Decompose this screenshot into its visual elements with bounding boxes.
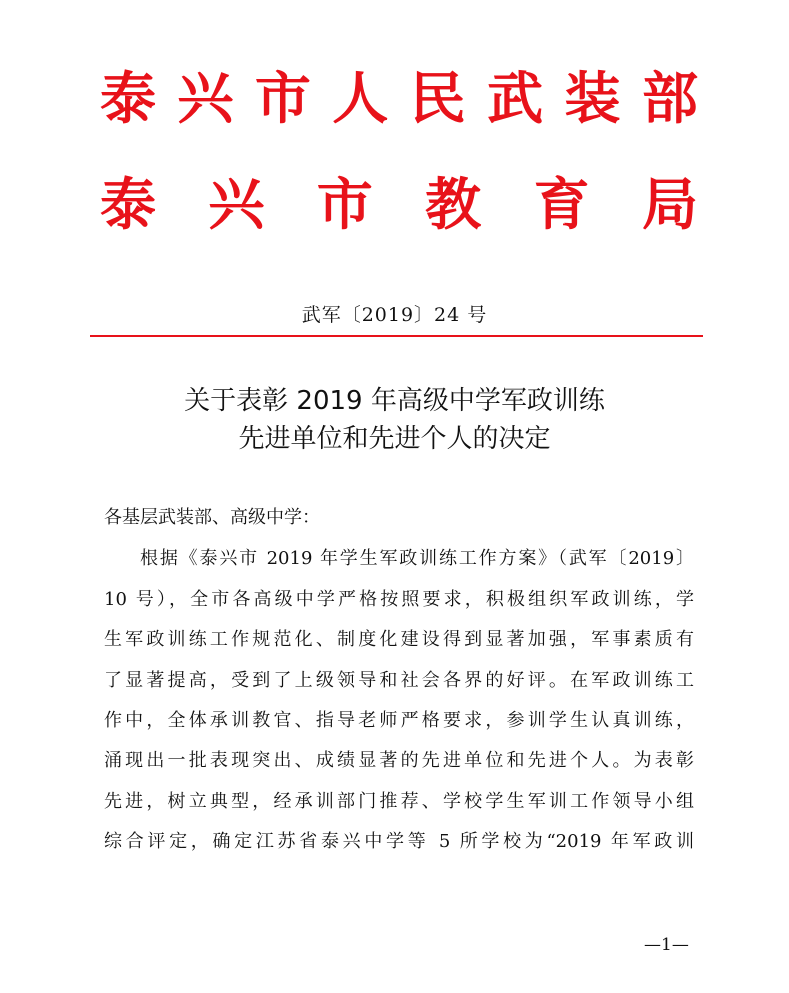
header-char: 泰 xyxy=(100,67,156,132)
page-number: —1— xyxy=(644,935,689,955)
header-char: 部 xyxy=(641,67,698,132)
body-line: 了显著提高，受到了上级领导和社会各界的好评。在军政训练工 xyxy=(104,670,694,691)
header-char: 市 xyxy=(254,67,311,132)
header-char: 教 xyxy=(425,173,482,238)
header-char: 育 xyxy=(533,173,590,238)
body-line: 作中，全体承训教官、指导老师严格要求，参训学生认真训练， xyxy=(104,710,694,731)
document-title-line-2: 先进单位和先进个人的决定 xyxy=(238,424,551,454)
issuer-header-line-2 xyxy=(100,168,698,244)
document-number: 武军〔2019〕24 号 xyxy=(301,304,488,326)
body-line: 根据《泰兴市 2019 年学生军政训练工作方案》（武军〔2019〕 xyxy=(140,548,694,569)
body-line: 综合评定，确定江苏省泰兴中学等 5 所学校为“2019 年军政训 xyxy=(104,831,694,852)
body-line: 涌现出一批表现突出、成绩显著的先进单位和先进个人。为表彰 xyxy=(104,750,694,771)
header-char: 武 xyxy=(487,67,544,132)
header-char: 市 xyxy=(316,173,373,238)
header-char: 人 xyxy=(332,67,389,132)
header-char: 装 xyxy=(564,67,621,132)
header-char: 兴 xyxy=(177,67,234,132)
body-line: 生军政训练工作规范化、制度化建设得到显著加强，军事素质有 xyxy=(104,629,694,650)
header-char: 局 xyxy=(641,173,698,238)
header-char: 兴 xyxy=(208,173,265,238)
issuer-header-line-1 xyxy=(100,62,698,138)
body-line: 10 号），全市各高级中学严格按照要求，积极组织军政训练，学 xyxy=(104,589,694,610)
body-line: 先进，树立典型，经承训部门推荐、学校学生军训工作领导小组 xyxy=(104,791,694,812)
red-divider-rule xyxy=(90,335,703,337)
header-char: 民 xyxy=(409,67,466,132)
document-title-line-1: 关于表彰 2019 年高级中学军政训练 xyxy=(184,386,605,416)
header-char: 泰 xyxy=(100,173,156,238)
salutation: 各基层武装部、高级中学： xyxy=(104,507,320,528)
